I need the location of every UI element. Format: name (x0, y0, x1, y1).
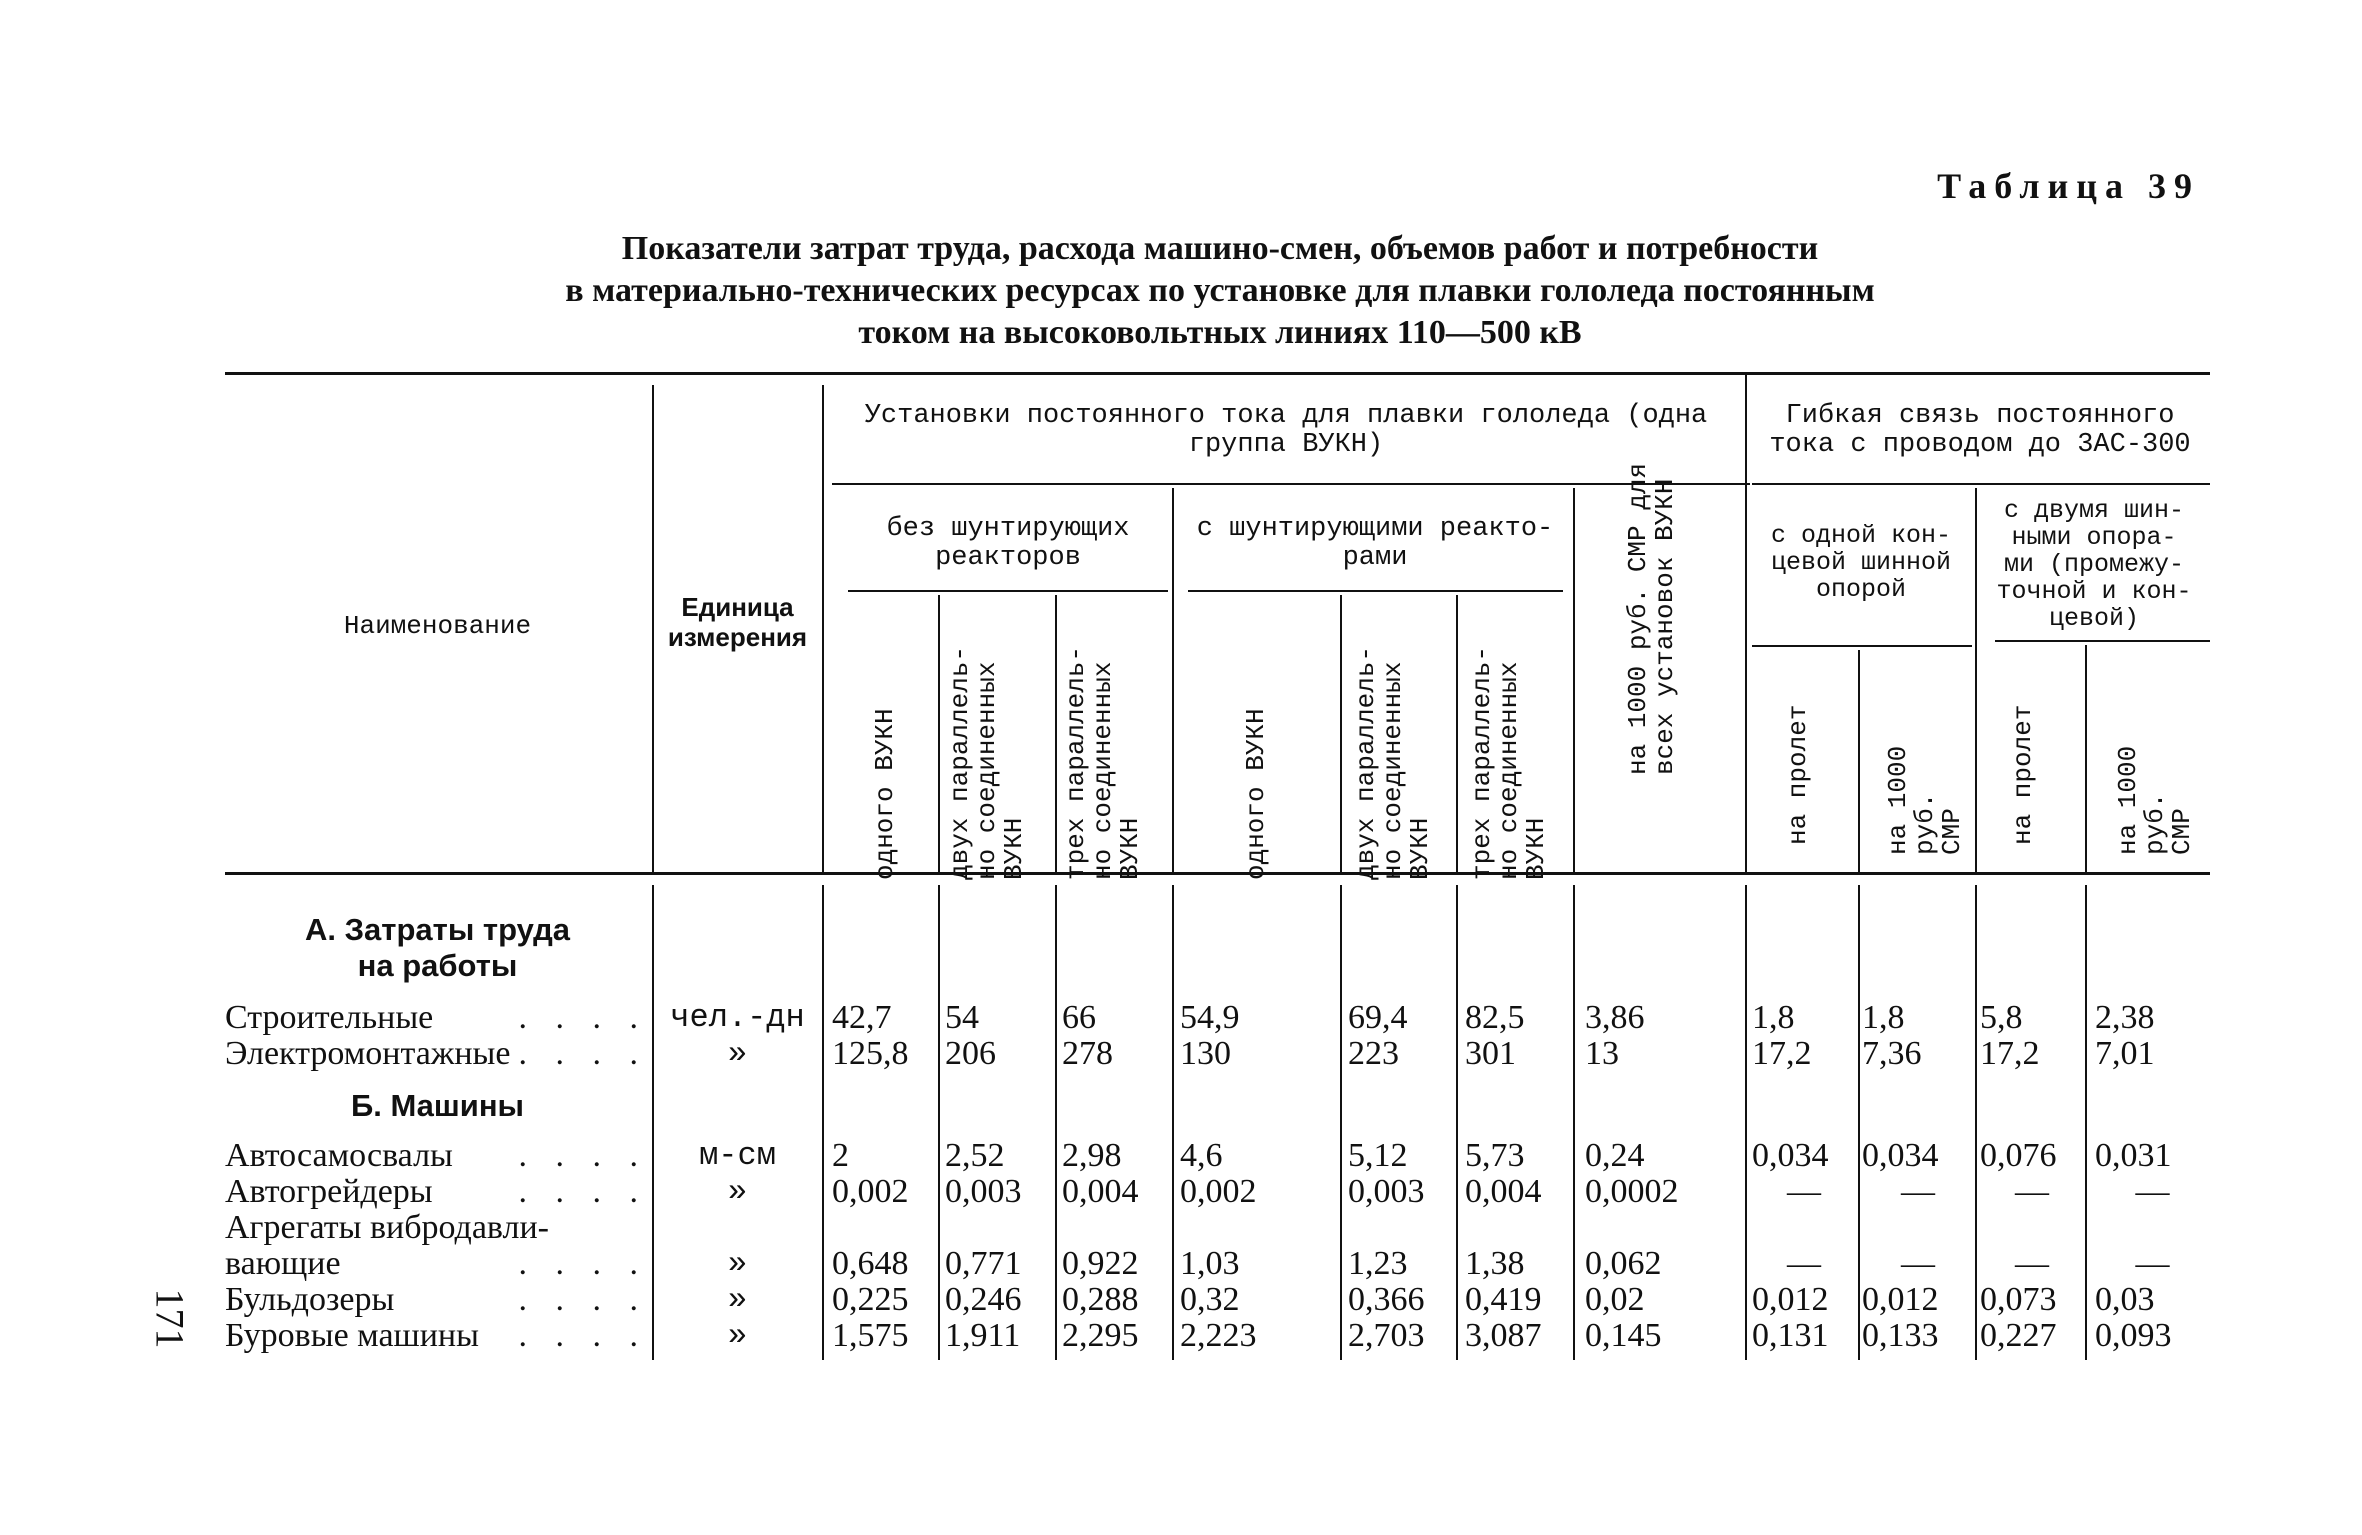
vline-h-2 (1055, 595, 1057, 872)
col-no-shunt-one: одного ВУКН (870, 708, 900, 880)
table-cell: 0,012 (1752, 1281, 1829, 1318)
table-cell: 0,0002 (1585, 1173, 1679, 1210)
rule-under-one-support (1752, 645, 1972, 647)
table-cell: 2,38 (2095, 999, 2155, 1036)
row-unit: » (727, 1317, 748, 1354)
table-cell: 2,703 (1348, 1317, 1425, 1354)
table-cell: 0,004 (1465, 1173, 1542, 1210)
table-cell: — (1901, 1173, 1935, 1210)
table-cell: 82,5 (1465, 999, 1525, 1036)
table-cell: 0,002 (1180, 1173, 1257, 1210)
leader-dots: . . . . (518, 1137, 648, 1174)
col-no-shunt-two: двух параллель- но соединенных ВУКН (945, 645, 1029, 880)
vline-h-9 (2085, 645, 2087, 872)
body-vline-2 (1055, 885, 1057, 1360)
page-number: 171 (147, 1288, 193, 1349)
leader-dots: . . . . (518, 999, 648, 1036)
leader-dots: . . . . (518, 1245, 648, 1282)
table-cell: 2,98 (1062, 1137, 1122, 1174)
rule-under-group-flex (1752, 483, 2210, 485)
table-label: Таблица 39 (1937, 166, 2200, 206)
table-cell: 0,034 (1862, 1137, 1939, 1174)
rule-under-group-main (832, 483, 1750, 485)
body-vline-5 (1456, 885, 1458, 1360)
row-name: Буровые машины (225, 1317, 479, 1354)
col-two-supports-span: на пролет (2008, 704, 2038, 845)
table-cell: 69,4 (1348, 999, 1408, 1036)
leader-dots: . . . . (518, 1035, 648, 1072)
rule-under-with-shunt (1188, 590, 1563, 592)
table-cell: 0,133 (1862, 1317, 1939, 1354)
table-cell: 17,2 (1980, 1035, 2040, 1072)
vline-unit-main (822, 385, 824, 872)
table-cell: 7,36 (1862, 1035, 1922, 1072)
table-cell: 7,01 (2095, 1035, 2155, 1072)
table-cell: 125,8 (832, 1035, 909, 1072)
table-cell: 54,9 (1180, 999, 1240, 1036)
header-sub-one-support: с одной кон- цевой шинной опорой (1770, 521, 1952, 604)
row-unit: » (727, 1245, 748, 1282)
table-cell: 1,38 (1465, 1245, 1525, 1282)
header-group-flex: Гибкая связь постоянного тока с проводом до 3АС-300 (1769, 401, 2191, 460)
table-cell: 0,076 (1980, 1137, 2057, 1174)
table-cell: 0,227 (1980, 1317, 2057, 1354)
table-cell: 0,288 (1062, 1281, 1139, 1318)
row-name: Агрегаты вибродавли- вающие (225, 1209, 549, 1282)
table-cell: 0,366 (1348, 1281, 1425, 1318)
table-cell: — (2135, 1173, 2170, 1210)
table-cell: 0,24 (1585, 1137, 1645, 1174)
table-cell: 0,922 (1062, 1245, 1139, 1282)
vline-h-7 (1858, 650, 1860, 872)
vline-h-5 (1456, 595, 1458, 872)
row-name: Бульдозеры (225, 1281, 395, 1318)
table-cell: 1,911 (945, 1317, 1021, 1354)
row-name: Автосамосвалы (225, 1137, 453, 1174)
rule-under-no-shunt (848, 590, 1168, 592)
table-cell: 42,7 (832, 999, 892, 1036)
table-cell: 3,087 (1465, 1317, 1542, 1354)
row-unit: » (727, 1173, 748, 1210)
table-cell: 0,02 (1585, 1281, 1645, 1318)
col-one-support-1000: на 1000 руб. СМР (1883, 745, 1967, 855)
table-cell: 0,246 (945, 1281, 1022, 1318)
table-cell: 5,8 (1980, 999, 2023, 1036)
header-name: Наименование (343, 611, 532, 641)
leader-dots: . . . . (518, 1281, 648, 1318)
table-title: Показатели затрат труда, расхода машино-смен, объемов работ и потребности в материально-технических ресурсах по установке для плавки гололеда постоянным током на высоковольтных линиях 110—500 кВ (565, 230, 1875, 351)
table-cell: 2,52 (945, 1137, 1005, 1174)
table-cell: 0,002 (832, 1173, 909, 1210)
table-cell: 2,223 (1180, 1317, 1257, 1354)
row-unit: м-см (699, 1137, 776, 1174)
table-cell: 66 (1062, 999, 1096, 1036)
vline-h-3 (1172, 488, 1174, 872)
body-vline-unit (652, 885, 654, 1360)
header-bottom-rule (225, 872, 2210, 875)
col-two-supports-1000: на 1000 руб. СМР (2113, 745, 2197, 855)
section-heading: А. Затраты труда на работы (305, 912, 570, 983)
table-cell: 2,295 (1062, 1317, 1139, 1354)
table-cell: 301 (1465, 1035, 1516, 1072)
body-vline-4 (1340, 885, 1342, 1360)
body-vline-10 (2085, 885, 2087, 1360)
table-cell: 54 (945, 999, 979, 1036)
row-name: Электромонтажные (225, 1035, 511, 1072)
table-cell: 0,225 (832, 1281, 909, 1318)
leader-dots: . . . . (518, 1173, 648, 1210)
table-cell: 1,8 (1752, 999, 1795, 1036)
vline-name-unit (652, 385, 654, 872)
table-cell: 1,03 (1180, 1245, 1240, 1282)
table-cell: 17,2 (1752, 1035, 1812, 1072)
table-cell: 13 (1585, 1035, 1619, 1072)
vline-h-1 (938, 595, 940, 872)
table-cell: 0,145 (1585, 1317, 1662, 1354)
table-cell: 223 (1348, 1035, 1399, 1072)
col-smr-all: на 1000 руб. СМР для всех установок ВУКН (1623, 462, 1680, 775)
rule-under-two-supports (1995, 640, 2210, 642)
row-name: Автогрейдеры (225, 1173, 433, 1210)
vline-h-4 (1340, 595, 1342, 872)
table-cell: 1,23 (1348, 1245, 1408, 1282)
table-cell: 5,12 (1348, 1137, 1408, 1174)
row-name: Строительные (225, 999, 434, 1036)
table-cell: 0,031 (2095, 1137, 2172, 1174)
table-cell: 278 (1062, 1035, 1113, 1072)
table-cell: 0,062 (1585, 1245, 1662, 1282)
table-cell: 206 (945, 1035, 996, 1072)
table-cell: 130 (1180, 1035, 1231, 1072)
body-vline-3 (1172, 885, 1174, 1360)
vline-main-flex (1745, 375, 1747, 872)
body-vline-8 (1858, 885, 1860, 1360)
row-unit: » (727, 1035, 748, 1072)
body-vline-9 (1975, 885, 1977, 1360)
table-cell: 3,86 (1585, 999, 1645, 1036)
table-cell: — (1787, 1245, 1821, 1282)
table-cell: 0,073 (1980, 1281, 2057, 1318)
section-heading: Б. Машины (350, 1088, 525, 1123)
table-top-rule (225, 372, 2210, 375)
table-cell: 0,012 (1862, 1281, 1939, 1318)
table-cell: 2 (832, 1137, 849, 1174)
table-cell: 0,419 (1465, 1281, 1542, 1318)
table-cell: 0,32 (1180, 1281, 1240, 1318)
row-unit: чел.-дн (670, 999, 805, 1036)
table-cell: — (2015, 1245, 2049, 1282)
table-cell: — (1787, 1173, 1821, 1210)
table-cell: 0,093 (2095, 1317, 2172, 1354)
col-one-support-span: на пролет (1783, 704, 1813, 845)
table-cell: 0,03 (2095, 1281, 2155, 1318)
vline-h-6 (1573, 488, 1575, 872)
table-cell: 0,034 (1752, 1137, 1829, 1174)
table-cell: 0,648 (832, 1245, 909, 1282)
col-with-shunt-one: одного ВУКН (1241, 708, 1271, 880)
vline-h-8 (1975, 488, 1977, 872)
leader-dots: . . . . (518, 1317, 648, 1354)
body-vline-main (822, 885, 824, 1360)
header-group-main: Установки постоянного тока для плавки гололеда (одна группа ВУКН) (864, 401, 1708, 460)
table-cell: 0,004 (1062, 1173, 1139, 1210)
header-unit: Единица измерения (667, 592, 808, 652)
body-vline-1 (938, 885, 940, 1360)
header-sub-two-supports: с двумя шин- ными опора- ми (промежу- точной и кон- цевой) (1996, 496, 2192, 633)
table-cell: — (2015, 1173, 2049, 1210)
table-cell: 4,6 (1180, 1137, 1223, 1174)
table-cell: 0,771 (945, 1245, 1022, 1282)
body-vline-6 (1573, 885, 1575, 1360)
col-with-shunt-two: двух параллель- но соединенных ВУКН (1351, 645, 1435, 880)
col-no-shunt-three: трех параллель- но соединенных ВУКН (1061, 645, 1145, 880)
table-cell: 0,131 (1752, 1317, 1829, 1354)
header-sub-with-shunt: с шунтирующими реакто- рами (1196, 514, 1554, 573)
table-cell: — (1901, 1245, 1935, 1282)
table-cell: 1,575 (832, 1317, 909, 1354)
table-cell: 0,003 (945, 1173, 1022, 1210)
header-sub-no-shunt: без шунтирующих реакторов (886, 514, 1130, 573)
table-cell: 0,003 (1348, 1173, 1425, 1210)
table-cell: 1,8 (1862, 999, 1905, 1036)
table-cell: 5,73 (1465, 1137, 1525, 1174)
row-unit: » (727, 1281, 748, 1318)
col-with-shunt-three: трех параллель- но соединенных ВУКН (1467, 645, 1551, 880)
body-vline-7 (1745, 885, 1747, 1360)
table-cell: — (2135, 1245, 2170, 1282)
